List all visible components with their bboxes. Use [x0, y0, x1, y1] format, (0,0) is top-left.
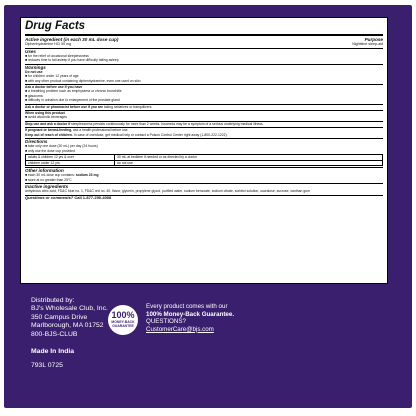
warning-item: ■ difficulty in urination due to enlargement of the prostate gland	[25, 98, 120, 103]
active-ingredient-heading: Active ingredient (in each 30 mL dose cup)	[25, 37, 119, 42]
guarantee-text: Every product comes with our 100% Money-Back Guarantee. QUESTIONS? CustomerCare@bjs.com	[146, 303, 235, 333]
directions-item: ■ only use the dose cup provided	[25, 148, 75, 153]
questions-line: Questions or comments? Call 1-877-290-4008	[25, 194, 112, 200]
uses-heading: Uses	[25, 48, 36, 54]
drug-facts-title: Drug Facts	[25, 20, 383, 36]
warning-item: ■ with any other product containing diphenhydramine, even one used on skin	[25, 78, 141, 83]
directions-heading: Directions	[25, 139, 48, 145]
dosage-table	[25, 154, 383, 166]
table-row: children under 12 yrs do not use	[28, 160, 133, 165]
do-not-use-heading: Do not use	[25, 69, 43, 74]
ask-pharmacist: Ask a doctor or pharmacist before use if you are taking sedatives or tranquilizers	[25, 104, 152, 109]
keep-out-of-reach: Keep out of reach of children. In case of overdose, get medical help or contact a Poison Control Center right away (1-800-222-1222).	[25, 132, 228, 137]
active-ingredient-row	[25, 42, 383, 46]
uses-item: ■ for the relief of occasional sleeplessness	[25, 53, 89, 58]
table-row: adults & children 12 yrs & over 30 mL at bedtime if needed or as directed by a doctor	[26, 155, 382, 160]
inactive-heading: Inactive ingredients	[25, 183, 69, 189]
other-info-heading: Other information	[25, 167, 64, 173]
ask-doctor-heading: Ask a doctor before use if you have	[25, 85, 83, 90]
made-in: Made In India	[31, 348, 75, 355]
warning-item: ■ avoid alcoholic beverages	[25, 115, 68, 120]
other-info-item: ■ store at no greater than 25°C	[25, 177, 72, 182]
purpose-heading: Purpose	[364, 37, 383, 42]
directions-item: ■ take only one dose (30 mL) per day (24 hours)	[25, 144, 98, 149]
active-ingredient: Diphenhydramine HCl 50 mg	[25, 42, 72, 47]
guarantee-seal-icon: 100% MONEY-BACK GUARANTEE	[108, 305, 138, 335]
distributor-block: Distributed by: BJ's Wholesale Club, Inc. 350 Campus Drive Marlborough, MA 01752 800-BJS-CLUB	[31, 297, 108, 338]
uses-item: ■ reduces time to fall asleep if you have difficulty falling asleep	[25, 58, 119, 63]
when-using-heading: When using this product	[25, 111, 65, 116]
warning-item: ■ glaucoma	[25, 93, 43, 98]
lot-code: 793L 0725	[31, 362, 63, 369]
pregnant-warning: If pregnant or breast-feeding, ask a health professional before use.	[25, 128, 129, 133]
inactive-ingredients: anhydrous citric acid, FD&C blue no. 1, FD&C red no. 40, flavor, glycerin, propylene glycol, purified water, sodium benzoate, sodium citrate, sorbitol solution, sucralose, sucrose, xanthan gum	[25, 189, 310, 194]
drug-facts-panel	[20, 17, 388, 284]
stop-use: Stop use and ask a doctor if sleeplessness persists continuously for more than 2 weeks. Insomnia may be a symptom of a serious underlying medical illness.	[25, 121, 264, 126]
other-info-item: ■ each 30 mL dose cup contains: sodium 23 mg	[25, 173, 99, 178]
warning-item: ■ for children under 12 years of age	[25, 74, 79, 79]
purpose: Nighttime sleep-aid	[352, 42, 383, 47]
warning-item: ■ a breathing problem such as emphysema or chronic bronchitis	[25, 89, 122, 94]
warnings-heading: Warnings	[25, 64, 46, 70]
